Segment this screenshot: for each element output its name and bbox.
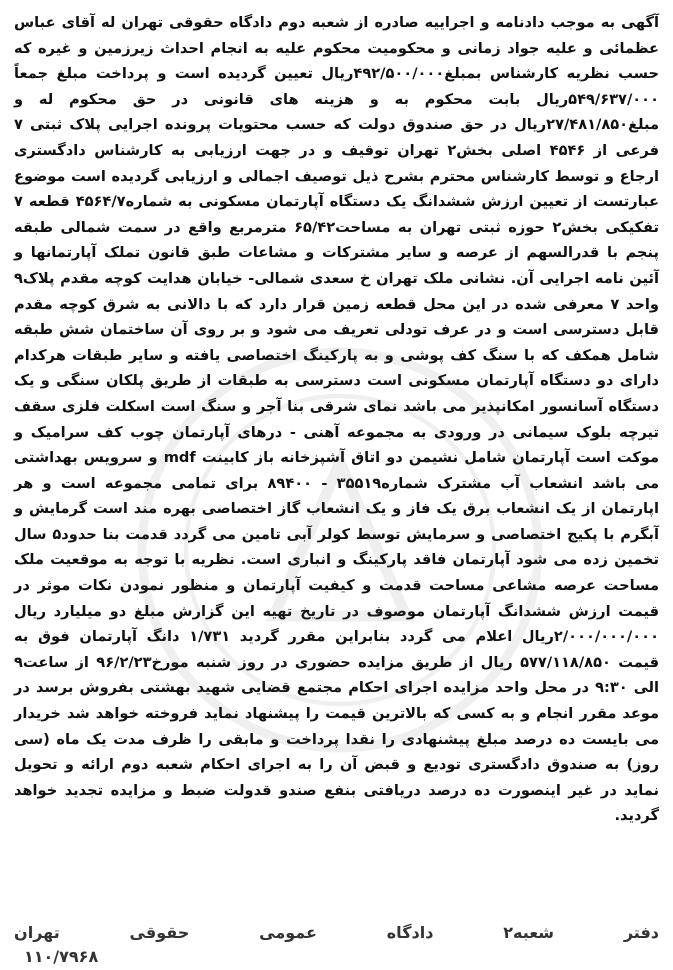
notice-footer — [14, 922, 659, 970]
footer-word-daftar: دفتر — [623, 923, 659, 942]
footer-court-line — [14, 922, 659, 944]
footer-word-tehran: تهران — [14, 923, 60, 942]
footer-word-omoomi: عمومی — [259, 923, 317, 942]
footer-word-shobe: شعبه۲ — [503, 923, 554, 942]
footer-word-hoghooghi: حقوقی — [129, 923, 190, 942]
footer-code: ۱۱۰/۷۹۶۸ — [24, 947, 99, 966]
footer-word-dadgah: دادگاه — [386, 923, 434, 942]
notice-body: آگهی به موجب دادنامه و اجراییه صادره از شعبه دوم دادگاه حقوقی تهران له آقای عباس عظمائی و علیه جواد زمانی و محکومیت محکوم علیه به انجام احداث زیرزمین و غیره که حسب نظریه کارشناس بمبلغ۴۹۲/۵۰۰/۰۰۰ریال تعیین گردیده است و پرداخت مبلغ جمعاً ۵۴۹/۶۳۷/۰۰۰ریال بابت محکوم به و هزینه های قانونی در حق محکوم له و مبلغ۲۷/۴۸۱/۸۵۰ریال در حق صندوق دولت که حسب محتویات پرونده اجرایی پلاک ثبتی ۷ فرعی از ۴۵۴۶ اصلی بخش۲ تهران توقیف و در جهت ارزیابی به کارشناس دادگستری ارجاع و توسط کارشناس محترم بشرح ذیل توصیف اجمالی و ارزیابی گردیده است موضوع عبارتست از تعیین ارزش ششدانگ یک دستگاه آپارتمان مسکونی به شماره۴۵۶۴/۷ قطعه ۷ تفکیکی بخش۲ حوزه ثبتی تهران به مساحت۶۵/۴۲ مترمربع واقع در سمت شمالی طبقه پنجم با قدرالسهم از عرصه و سایر مشترکات و مشاعات طبق قانون تملک آپارتمانها و آئین نامه اجرایی آن. نشانی ملک تهران خ سعدی شمالی- خیابان هدایت کوچه مقدم پلاک۹ واحد ۷ معرفی شده در این محل قطعه زمین قرار دارد که با دالانی به شرق کوچه مقدم قابل دسترسی است و در عرف تودلی تعریف می شود و بر روی آن ساختمان شش طبقه شامل همکف که با سنگ کف پوشی و به پارکینگ اختصاصی یافته و سایر طبقات هرکدام دارای دو دستگاه آپارتمان مسکونی است دسترسی به طبقات از طریق پلکان سنگی و یک دستگاه آسانسور امکانپذیر می باشد نمای شرقی بنا آجر و سنگ است اسکلت فلزی سقف تیرچه بلوک سیمانی در ورودی به مجموعه آهنی - درهای آپارتمان چوب کف سرامیک و موکت است آپارتمان شامل نشیمن دو اتاق آشپزخانه باز کابینت mdf و سرویس بهداشتی می باشد انشعاب آب مشترک شماره۳۵۵۱۹ - ۸۹۴۰۰ برای تمامی مجموعه است و هر اپارتمان از یک انشعاب برق یک فاز و یک انشعاب گاز اختصاصی بهره مند است گرمایش و آبگرم با پکیج اختصاصی و سرمایش توسط کولر آبی تامین می گردد قدمت بنا حدود۵ سال تخمین زده می شود آپارتمان فاقد پارکینگ و انباری است. نظریه با توجه به موقعیت ملک مساحت عرصه مشاعی مساحت قدمت و کیفیت آپارتمان و منظور نمودن نکات موثر در قیمت ارزش ششدانگ آپارتمان موصوف در تاریخ تهیه این گزارش مبلغ دو میلیارد ریال ۲/۰۰۰/۰۰۰/۰۰۰ریال اعلام می گردد بنابراین مقرر گردید ۱/۷۳۱ دانگ آپارتمان فوق به قیمت ۵۷۷/۱۱۸/۸۵۰ ریال از طریق مزایده حضوری در روز شنبه مورخ۹۶/۲/۲۳ از ساعت۹ الی ۹:۳۰ در محل واحد مزایده اجرای احکام مجتمع قضایی شهید بهشتی بفروش برسد در موعد مقرر انجام و به کسی که بالاترین قیمت را پیشنهاد نماید فروخته خواهد شد خریدار می بایست ده درصد مبلغ پیشنهادی را نقدا پرداخت و مابقی را ظرف مدت یک ماه (سی روز) به صندوق دادگستری تودیع و قبض آن را به اجرای احکام شعبه دوم ارائه و تحویل نماید در غیر اینصورت ده درصد دریافتی بنفع صندو قدولت ضبط و مزایده تجدید خواهد گردید. — [14, 14, 660, 825]
